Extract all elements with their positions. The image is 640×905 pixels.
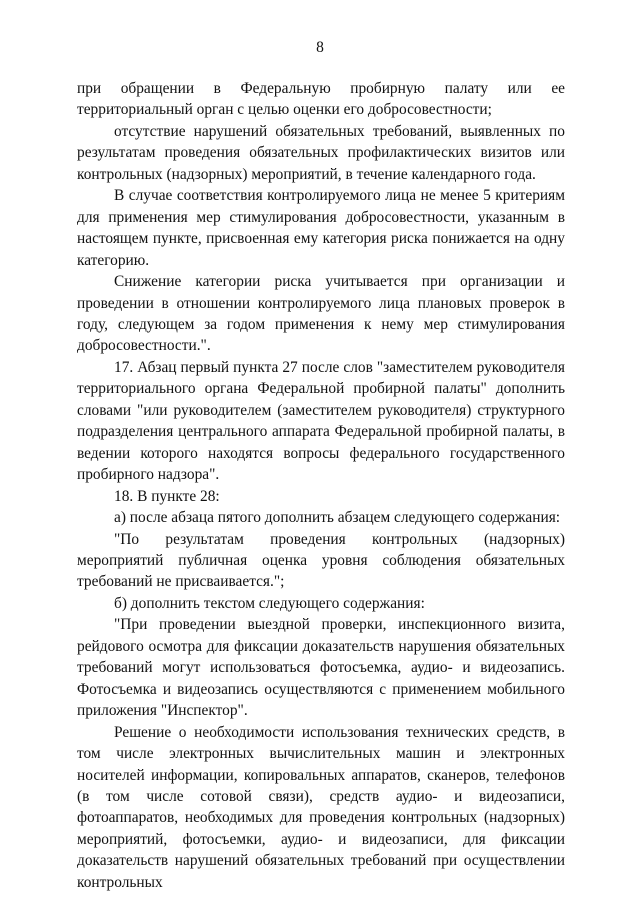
paragraph-continuation: при обращении в Федеральную пробирную палату или ее территориальный орган с целью оценки его добросовестности; bbox=[77, 80, 565, 119]
paragraph-subitem-b: б) дополнить текстом следующего содержания: bbox=[114, 594, 425, 612]
paragraph-quote: "При проведении выездной проверки, инспекционного визита, рейдового осмотра для фиксации доказательств нарушения обязательных требований могут использоваться фотосъемка, аудио- и видеозапись. Фотосъемка и видеозапись осуществляются с применением мобильного приложения "Инспектор". bbox=[77, 616, 565, 720]
paragraph: Решение о необходимости использования технических средств, в том числе электронных вычислительных машин и электронных носителей информации, копировальных аппаратов, сканеров, телефонов (в том числе сотовой связи), средств аудио- и видеозаписи, фотоаппаратов, необходимых для проведения контрольных (надзорных) мероприятий, фотосъемки, аудио- и видеозаписи, для фиксации доказательств нарушений обязательных требований при осуществлении контрольных bbox=[77, 723, 565, 891]
paragraph-subitem-a: а) после абзаца пятого дополнить абзацем следующего содержания: bbox=[114, 509, 561, 527]
document-body bbox=[77, 78, 565, 893]
page-number: 8 bbox=[316, 39, 324, 56]
paragraph-quote: "По результатам проведения контрольных (надзорных) мероприятий публичная оценка уровня соблюдения обязательных требований не присваивается."; bbox=[77, 530, 565, 591]
paragraph-item-18: 18. В пункте 28: bbox=[114, 487, 220, 505]
paragraph: отсутствие нарушений обязательных требований, выявленных по результатам проведения обязательных профилактических визитов или контрольных (надзорных) мероприятий, в течение календарного года. bbox=[77, 122, 565, 183]
paragraph-item-17: 17. Абзац первый пункта 27 после слов "заместителем руководителя территориального органа Федеральной пробирной палаты" дополнить словами "или руководителем (заместителем руководителя) структурного подразделения центрального аппарата Федеральной пробирной палаты, в ведении которого находятся вопросы федерального государственного пробирного надзора". bbox=[77, 358, 565, 484]
paragraph: Снижение категории риска учитывается при организации и проведении в отношении контролируемого лица плановых проверок в году, следующем за годом применения к нему мер стимулирования добросовестности.". bbox=[77, 273, 565, 355]
paragraph: В случае соответствия контролируемого лица не менее 5 критериям для применения мер стимулирования добросовестности, указанным в настоящем пункте, присвоенная ему категория риска понижается на одну категорию. bbox=[77, 187, 565, 269]
